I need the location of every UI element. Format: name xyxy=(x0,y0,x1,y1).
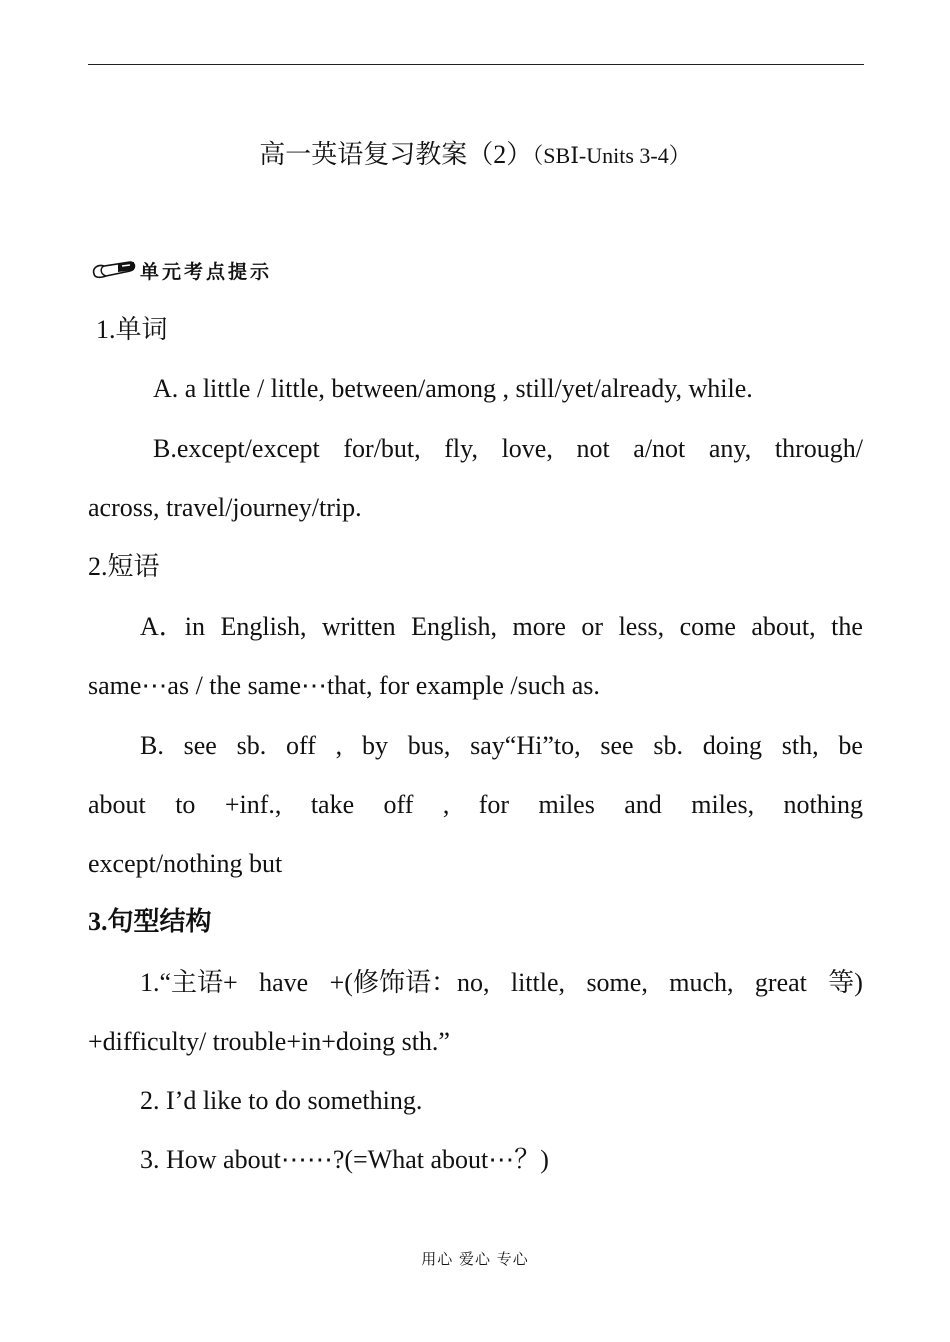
vocab-b xyxy=(153,436,863,462)
phrases-b-line2-word: , xyxy=(442,790,450,819)
phrases-a-word: come xyxy=(679,612,736,641)
phrases-b-word: , xyxy=(335,731,343,760)
vocab-b-word: a/not xyxy=(633,434,686,463)
phrases-b-word: B. xyxy=(140,731,164,760)
structures-heading: 3.句型结构 xyxy=(88,907,212,936)
vocab-b-word: not xyxy=(576,434,610,463)
structure-1-word: little, xyxy=(510,968,566,997)
vocab-b-word: for/but, xyxy=(343,434,421,463)
phrases-b-word: bus, xyxy=(407,731,451,760)
title-sub: （SBⅠ-Units 3-4） xyxy=(532,143,691,168)
structure-1-word: some, xyxy=(586,968,648,997)
phrases-b-line2-word: about xyxy=(88,790,146,819)
phrases-b-line2-word: +inf., xyxy=(224,790,282,819)
section-badge xyxy=(90,256,272,284)
phrases-a-word: about, xyxy=(751,612,816,641)
phrases-b-word: off xyxy=(286,731,316,760)
phrases-b-cont: except/nothing but xyxy=(88,849,283,878)
structure-1-word: much, xyxy=(669,968,734,997)
phrases-a-word: English, xyxy=(411,612,498,641)
phrases-b-line2-word: and xyxy=(624,790,662,819)
structure-1-word: great xyxy=(754,968,807,997)
structure-1-word: 等) xyxy=(828,968,863,997)
phrases-b-line2 xyxy=(88,792,863,818)
phrases-b-word: sth, xyxy=(781,731,819,760)
vocab-heading: 1.单词 xyxy=(96,315,168,344)
phrases-b-word: say“Hi”to, xyxy=(470,731,581,760)
vocab-b-word: B.except/except xyxy=(153,434,320,463)
phrases-b-line2-word: miles xyxy=(538,790,595,819)
phrases-a-word: less, xyxy=(618,612,665,641)
phrases-b-word: sb. xyxy=(236,731,267,760)
structure-1-cont: +difficulty/ trouble+in+doing sth.” xyxy=(88,1027,450,1056)
phrases-a-word: written xyxy=(321,612,396,641)
phrases-b-line2-word: miles, xyxy=(691,790,755,819)
vocab-b-word: through/ xyxy=(774,434,863,463)
phrases-a-word: more xyxy=(512,612,566,641)
phrases-heading: 2.短语 xyxy=(88,552,160,581)
title-main: 高一英语复习教案（2） xyxy=(259,140,533,169)
phrases-b-word: sb. xyxy=(653,731,683,760)
phrases-b-line2-word: nothing xyxy=(783,790,863,819)
phrases-a-word: A．in xyxy=(140,612,206,641)
structure-1 xyxy=(140,970,863,996)
phrases-a-word: English, xyxy=(220,612,307,641)
page-title xyxy=(0,134,950,171)
phrases-b-line2-word: take xyxy=(310,790,355,819)
phrases-a xyxy=(140,614,863,640)
vocab-b-word: love, xyxy=(501,434,553,463)
header-rule xyxy=(88,64,864,65)
phrases-b-word: doing xyxy=(702,731,762,760)
phrases-b-word: see xyxy=(600,731,634,760)
structure-3: 3. How about⋯⋯?(=What about⋯？) xyxy=(140,1145,549,1174)
phrases-b xyxy=(140,733,863,759)
vocab-b-word: fly, xyxy=(444,434,478,463)
phrases-b-line2-word: to xyxy=(175,790,196,819)
phrases-b-line2-word: for xyxy=(478,790,510,819)
phrases-a-cont: same⋯as / the same⋯that, for example /such as. xyxy=(88,671,600,700)
structure-1-word: +(修饰语：no, xyxy=(329,968,490,997)
page-footer: 用心 爱心 专心 xyxy=(421,1250,529,1268)
phrases-b-word: by xyxy=(361,731,388,760)
phrases-a-word: the xyxy=(831,612,863,641)
structure-1-word: 1.“主语+ xyxy=(140,968,238,997)
phrases-b-word: see xyxy=(183,731,217,760)
phrases-b-line2-word: off xyxy=(383,790,414,819)
vocab-b-word: any, xyxy=(708,434,752,463)
vocab-b-cont: across, travel/journey/trip. xyxy=(88,493,362,522)
structure-1-word: have xyxy=(259,968,309,997)
scroll-icon xyxy=(90,256,138,284)
section-badge-label: 单元考点提示 xyxy=(140,261,273,283)
phrases-b-word: be xyxy=(838,731,863,760)
phrases-a-word: or xyxy=(581,612,604,641)
structure-2: 2. I’d like to do something. xyxy=(140,1086,423,1115)
vocab-a: A. a little / little, between/among , still/yet/already, while. xyxy=(153,374,753,403)
